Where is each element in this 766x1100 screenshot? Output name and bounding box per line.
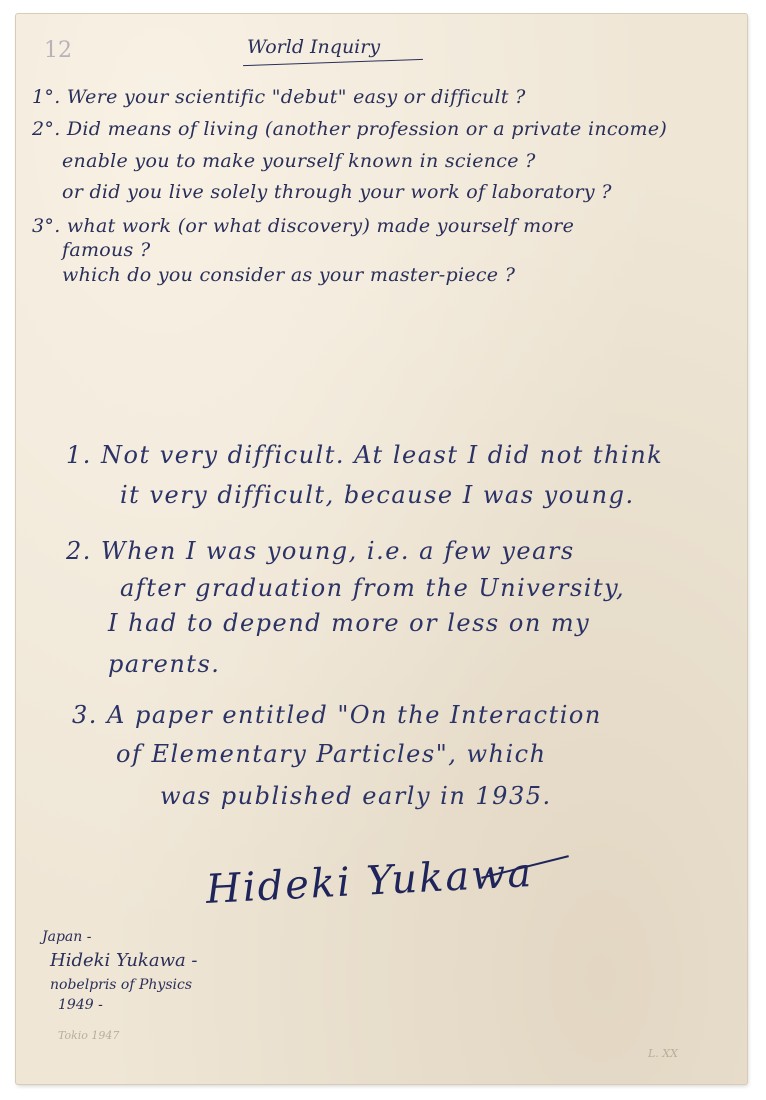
answer-line: was published early in 1935. — [160, 782, 552, 810]
question-line: 1°. Were your scientific "debut" easy or difficult ? — [32, 86, 526, 108]
answer-line: 3. A paper entitled "On the Interaction — [72, 701, 602, 729]
note-line: Hideki Yukawa - — [50, 950, 198, 971]
question-line: famous ? — [62, 239, 151, 261]
page-number: 12 — [44, 38, 72, 63]
answer-line: 2. When I was young, i.e. a few years — [66, 537, 575, 565]
question-line: which do you consider as your master-piece ? — [62, 264, 516, 286]
question-line: enable you to make yourself known in science ? — [62, 150, 536, 172]
pencil-note: L. XX — [648, 1047, 678, 1060]
answer-line: I had to depend more or less on my — [108, 609, 591, 637]
question-line: 3°. what work (or what discovery) made yourself more — [32, 215, 575, 237]
answer-line: parents. — [108, 650, 221, 678]
note-line: Japan - — [42, 929, 92, 945]
answer-line: it very difficult, because I was young. — [120, 481, 635, 509]
pencil-note: Tokio 1947 — [58, 1029, 120, 1042]
answer-line: 1. Not very difficult. At least I did not think — [66, 441, 664, 469]
answer-line: after graduation from the University, — [120, 574, 626, 602]
note-line: 1949 - — [58, 997, 103, 1013]
question-line: 2°. Did means of living (another profession or a private income) — [32, 118, 668, 140]
question-line: or did you live solely through your work of laboratory ? — [62, 181, 612, 203]
signature: Hideki Yukawa — [204, 849, 535, 913]
note-line: nobelpris of Physics — [50, 977, 193, 993]
document-title: World Inquiry — [247, 36, 381, 58]
answer-line: of Elementary Particles", which — [116, 740, 547, 768]
